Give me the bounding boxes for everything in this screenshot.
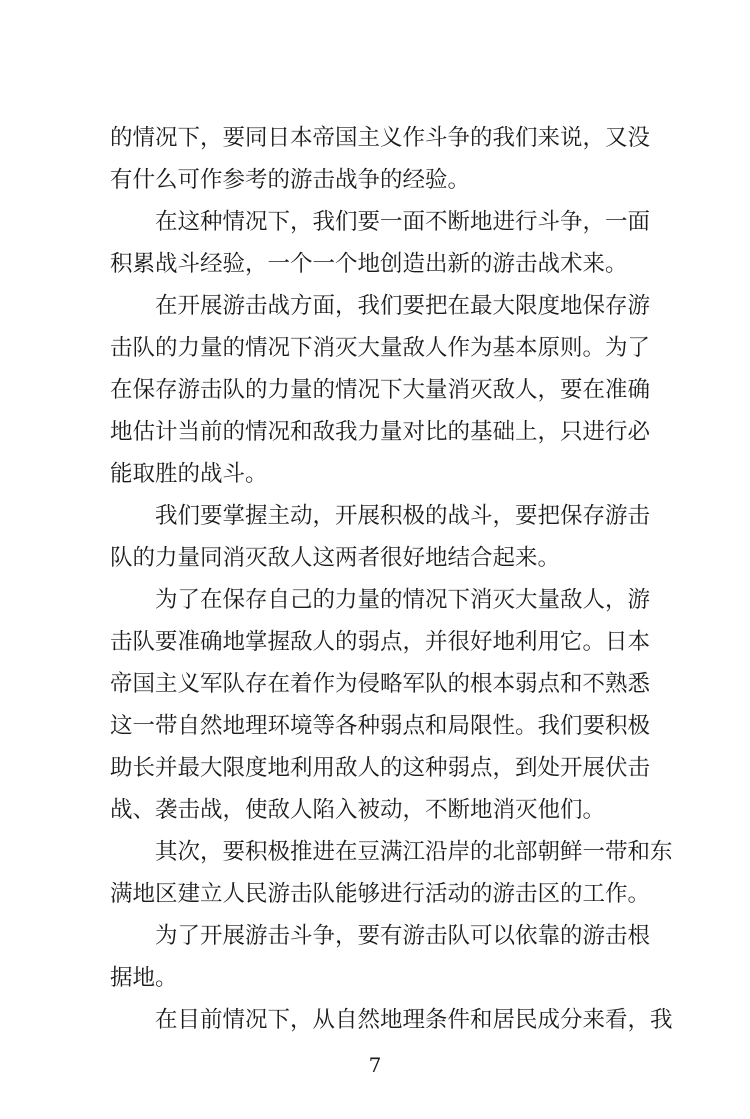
text-line: 满地区建立人民游击队能够进行活动的游击区的工作。	[110, 881, 651, 907]
text-line: 积累战斗经验，一个一个地创造出新的游击战术来。	[110, 251, 628, 277]
text-line: 其次，要积极推进在豆满江沿岸的北部朝鲜一带和东	[155, 839, 673, 865]
text-line: 在这种情况下，我们要一面不断地进行斗争，一面	[155, 209, 651, 235]
text-line: 战、袭击战，使敌人陷入被动，不断地消灭他们。	[110, 797, 606, 823]
text-line: 有什么可作参考的游击战争的经验。	[110, 167, 471, 193]
page-number: 7	[368, 1053, 382, 1077]
text-line: 为了开展游击斗争，要有游击队可以依靠的游击根	[155, 923, 651, 949]
text-line: 据地。	[110, 965, 178, 991]
text-line: 这一带自然地理环境等各种弱点和局限性。我们要积极	[110, 713, 651, 739]
text-line: 助长并最大限度地利用敌人的这种弱点，到处开展伏击	[110, 755, 651, 781]
text-line: 的情况下，要同日本帝国主义作斗争的我们来说，又没	[110, 125, 651, 151]
text-line: 能取胜的战斗。	[110, 461, 268, 487]
body-text	[110, 117, 673, 1041]
text-line: 帝国主义军队存在着作为侵略军队的根本弱点和不熟悉	[110, 671, 651, 697]
text-line: 地估计当前的情况和敌我力量对比的基础上，只进行必	[110, 419, 651, 445]
text-line: 在开展游击战方面，我们要把在最大限度地保存游	[155, 293, 651, 319]
text-line: 在保存游击队的力量的情况下大量消灭敌人，要在准确	[110, 377, 651, 403]
text-line: 击队的力量的情况下消灭大量敌人作为基本原则。为了	[110, 335, 651, 361]
text-line: 为了在保存自己的力量的情况下消灭大量敌人，游	[155, 587, 651, 613]
text-line: 在目前情况下，从自然地理条件和居民成分来看，我	[155, 1007, 673, 1033]
text-line: 队的力量同消灭敌人这两者很好地结合起来。	[110, 545, 561, 571]
text-line: 我们要掌握主动，开展积极的战斗，要把保存游击	[155, 503, 651, 529]
text-line: 击队要准确地掌握敌人的弱点，并很好地利用它。日本	[110, 629, 651, 655]
